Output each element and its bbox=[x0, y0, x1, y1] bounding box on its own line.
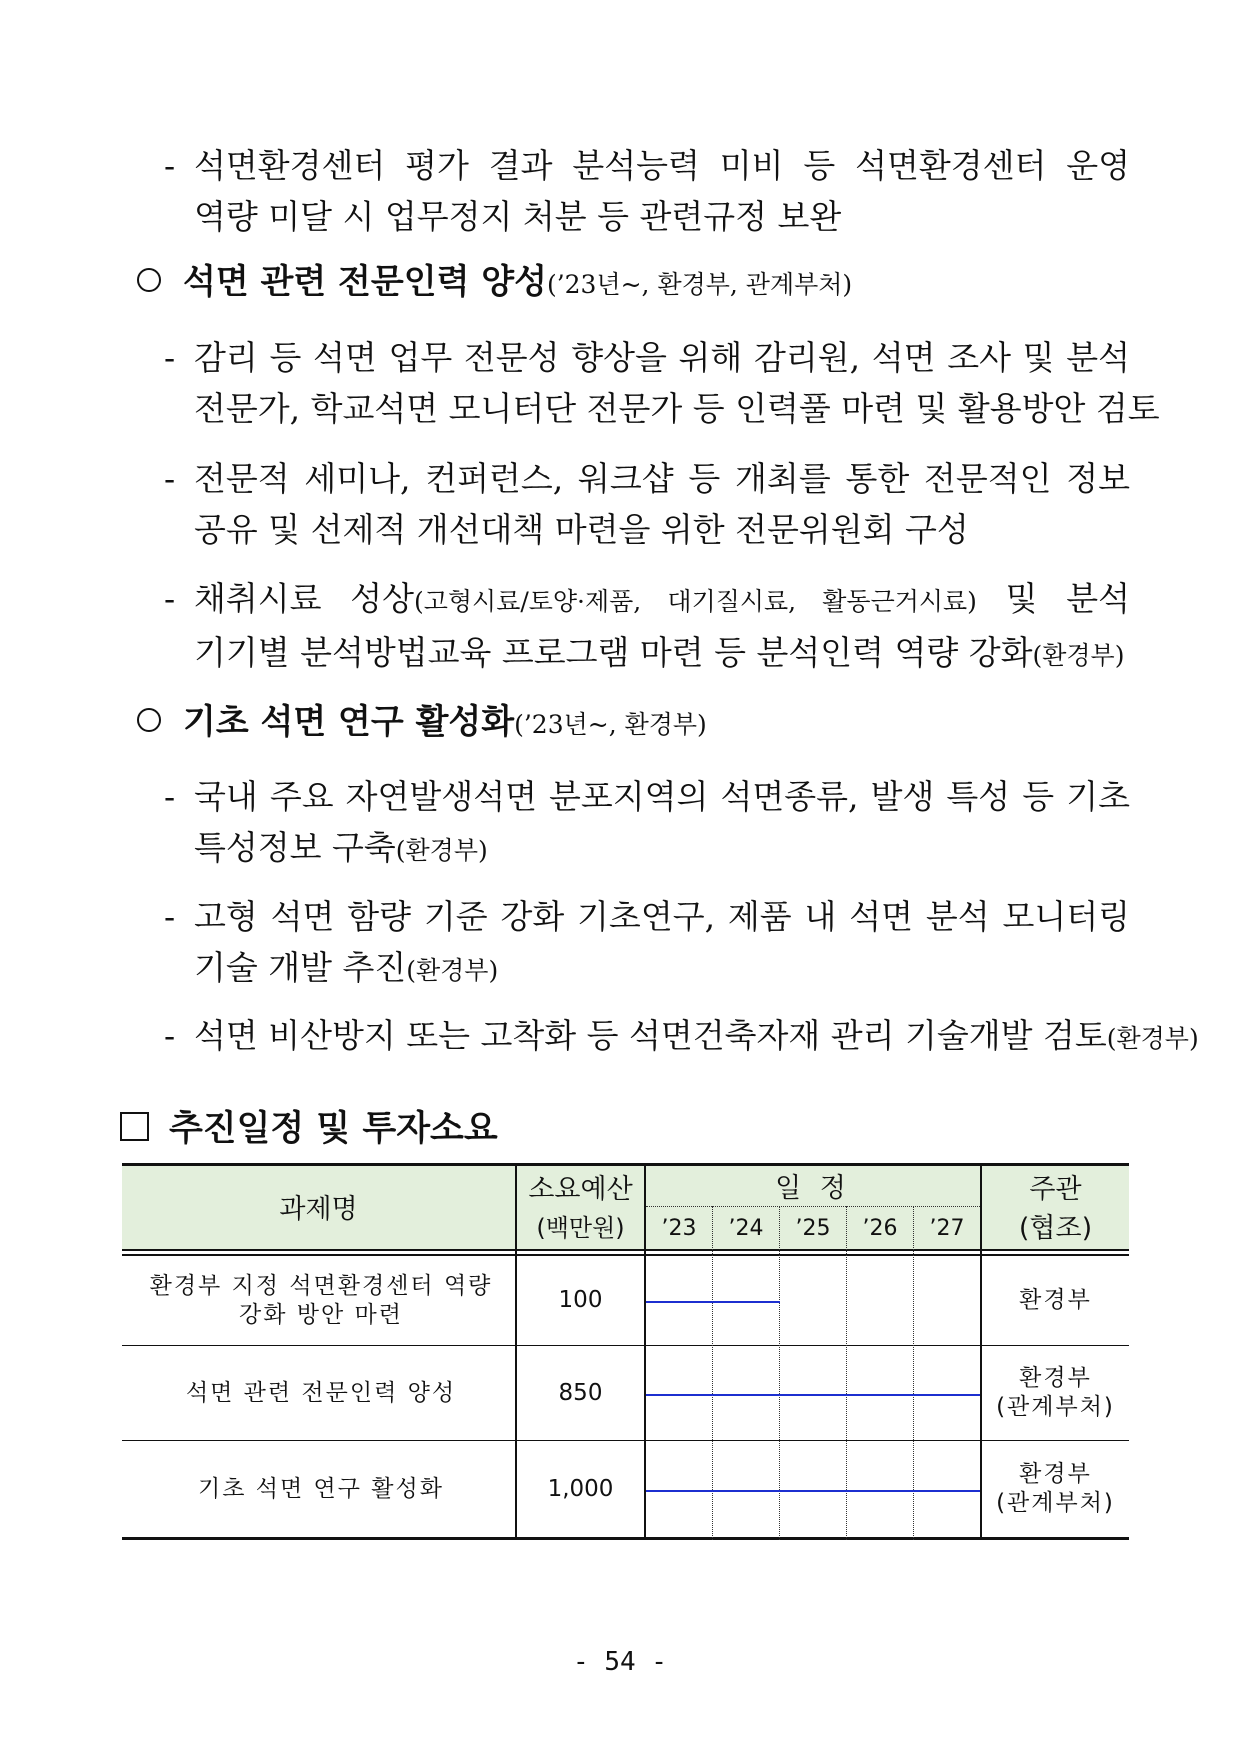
section-heading-title: 석면 관련 전문인력 양성 bbox=[183, 262, 547, 302]
bullet-marker: - bbox=[164, 579, 176, 618]
header-year: ’24 bbox=[728, 1215, 764, 1241]
bullet-text-line: 공유 및 선제적 개선대책 마련을 위한 전문위원회 구성 bbox=[194, 510, 969, 549]
section-heading-sub: (’23년~, 환경부, 관계부처) bbox=[546, 270, 853, 299]
bullet-text-line bbox=[160, 942, 1130, 996]
table-bottom-border bbox=[122, 1537, 1129, 1540]
gantt-bar bbox=[646, 1490, 980, 1492]
bullet-item bbox=[160, 453, 1130, 555]
bullet-text-note: (고형시료/토양·제품, 대기질시료, 활동근거시료) bbox=[413, 587, 977, 616]
table-header-border bbox=[122, 1249, 1129, 1251]
bullet-text-line: 역량 미달 시 업무정지 처분 등 관련규정 보완 bbox=[194, 197, 842, 236]
square-bullet-icon bbox=[120, 1112, 149, 1141]
bullet-text-line bbox=[160, 627, 1130, 681]
bullet-text-line bbox=[160, 1010, 1199, 1064]
task-name-line: 환경부 지정 석면환경센터 역량 bbox=[149, 1272, 493, 1299]
bullet-text-note: (환경부) bbox=[395, 836, 488, 865]
task-name-line: 석면 관련 전문인력 양성 bbox=[185, 1379, 457, 1406]
lead-line: (관계부처) bbox=[996, 1394, 1115, 1420]
bullet-marker: - bbox=[164, 777, 176, 816]
table-row-lead bbox=[982, 1441, 1129, 1537]
bullet-item bbox=[160, 332, 1160, 434]
header-lead-sub: (협조) bbox=[1018, 1212, 1093, 1244]
bullet-text: 특성정보 구축 bbox=[194, 828, 396, 867]
section-heading bbox=[137, 257, 852, 310]
bullet-item bbox=[160, 573, 1130, 681]
bullet-text-line: 국내 주요 자연발생석면 분포지역의 석면종류, 발생 특성 등 기초 bbox=[194, 777, 1130, 816]
header-budget: 소요예산 bbox=[528, 1173, 633, 1205]
table-row-budget: 850 bbox=[558, 1379, 603, 1406]
lead-line: 환경부 bbox=[1019, 1287, 1092, 1313]
header-year: ’25 bbox=[795, 1215, 831, 1241]
header-budget-unit: (백만원) bbox=[536, 1213, 625, 1242]
table-row-task-name bbox=[122, 1346, 515, 1440]
section-box-heading bbox=[120, 1103, 498, 1155]
box-heading-title: 추진일정 및 투자소요 bbox=[169, 1108, 498, 1149]
section-heading bbox=[137, 697, 707, 750]
bullet-marker: - bbox=[164, 146, 176, 185]
bullet-marker: - bbox=[164, 1016, 176, 1055]
lead-line: (관계부처) bbox=[996, 1490, 1115, 1516]
bullet-marker: - bbox=[164, 338, 176, 377]
lead-line: 환경부 bbox=[1019, 1365, 1092, 1391]
schedule-table bbox=[122, 1163, 1129, 1541]
table-row-task-name bbox=[122, 1441, 515, 1537]
bullet-item bbox=[160, 771, 1130, 876]
bullet-text: 및 분석 bbox=[976, 579, 1130, 618]
bullet-item bbox=[160, 891, 1130, 996]
header-schedule: 일 정 bbox=[775, 1172, 851, 1204]
bullet-text-line: 고형 석면 함량 기준 강화 기초연구, 제품 내 석면 분석 모니터링 bbox=[194, 897, 1130, 936]
gantt-bar bbox=[646, 1394, 980, 1396]
header-year: ’23 bbox=[661, 1215, 697, 1241]
bullet-text-note: (환경부) bbox=[1032, 641, 1125, 670]
bullet-item bbox=[160, 140, 1130, 242]
page-number: - 54 - bbox=[573, 1647, 667, 1677]
bullet-text-line: 감리 등 석면 업무 전문성 향상을 위해 감리원, 석면 조사 및 분석 bbox=[194, 338, 1130, 377]
bullet-text: 기술 개발 추진 bbox=[194, 948, 407, 987]
header-year: ’27 bbox=[929, 1215, 965, 1241]
task-name-line: 기초 석면 연구 활성화 bbox=[198, 1475, 444, 1502]
bullet-text-line: 석면환경센터 평가 결과 분석능력 미비 등 석면환경센터 운영 bbox=[194, 146, 1130, 185]
circle-bullet-icon bbox=[137, 268, 161, 292]
section-heading-sub: (’23년~, 환경부) bbox=[514, 710, 707, 739]
bullet-text-line: 전문가, 학교석면 모니터단 전문가 등 인력풀 마련 및 활용방안 검토 bbox=[194, 389, 1160, 428]
bullet-text-line: 전문적 세미나, 컨퍼런스, 워크샵 등 개최를 통한 전문적인 정보 bbox=[194, 459, 1130, 498]
bullet-marker: - bbox=[164, 897, 176, 936]
header-year: ’26 bbox=[862, 1215, 898, 1241]
bullet-item bbox=[160, 1010, 1199, 1064]
lead-line: 환경부 bbox=[1019, 1461, 1092, 1487]
table-row-lead bbox=[982, 1346, 1129, 1440]
gantt-bar bbox=[646, 1301, 780, 1303]
bullet-text: 석면 비산방지 또는 고착화 등 석면건축자재 관리 기술개발 검토 bbox=[194, 1016, 1107, 1055]
bullet-marker: - bbox=[164, 459, 176, 498]
bullet-text-note: (환경부) bbox=[406, 956, 499, 985]
table-row-budget: 1,000 bbox=[547, 1475, 614, 1502]
header-lead: 주관 bbox=[1029, 1173, 1082, 1205]
bullet-text: 채취시료 성상 bbox=[194, 579, 414, 618]
circle-bullet-icon bbox=[137, 708, 161, 732]
table-row-budget: 100 bbox=[558, 1287, 603, 1313]
bullet-text-note: (환경부) bbox=[1106, 1024, 1199, 1053]
section-heading-title: 기초 석면 연구 활성화 bbox=[183, 702, 515, 742]
task-name-line: 강화 방안 마련 bbox=[239, 1301, 403, 1328]
bullet-text: 기기별 분석방법교육 프로그램 마련 등 분석인력 역량 강화 bbox=[194, 633, 1033, 672]
table-row-lead bbox=[982, 1256, 1129, 1345]
bullet-text-line bbox=[160, 573, 1130, 627]
bullet-text-line bbox=[160, 822, 1130, 876]
table-row-task-name bbox=[122, 1256, 515, 1345]
header-task-name: 과제명 bbox=[279, 1193, 358, 1225]
